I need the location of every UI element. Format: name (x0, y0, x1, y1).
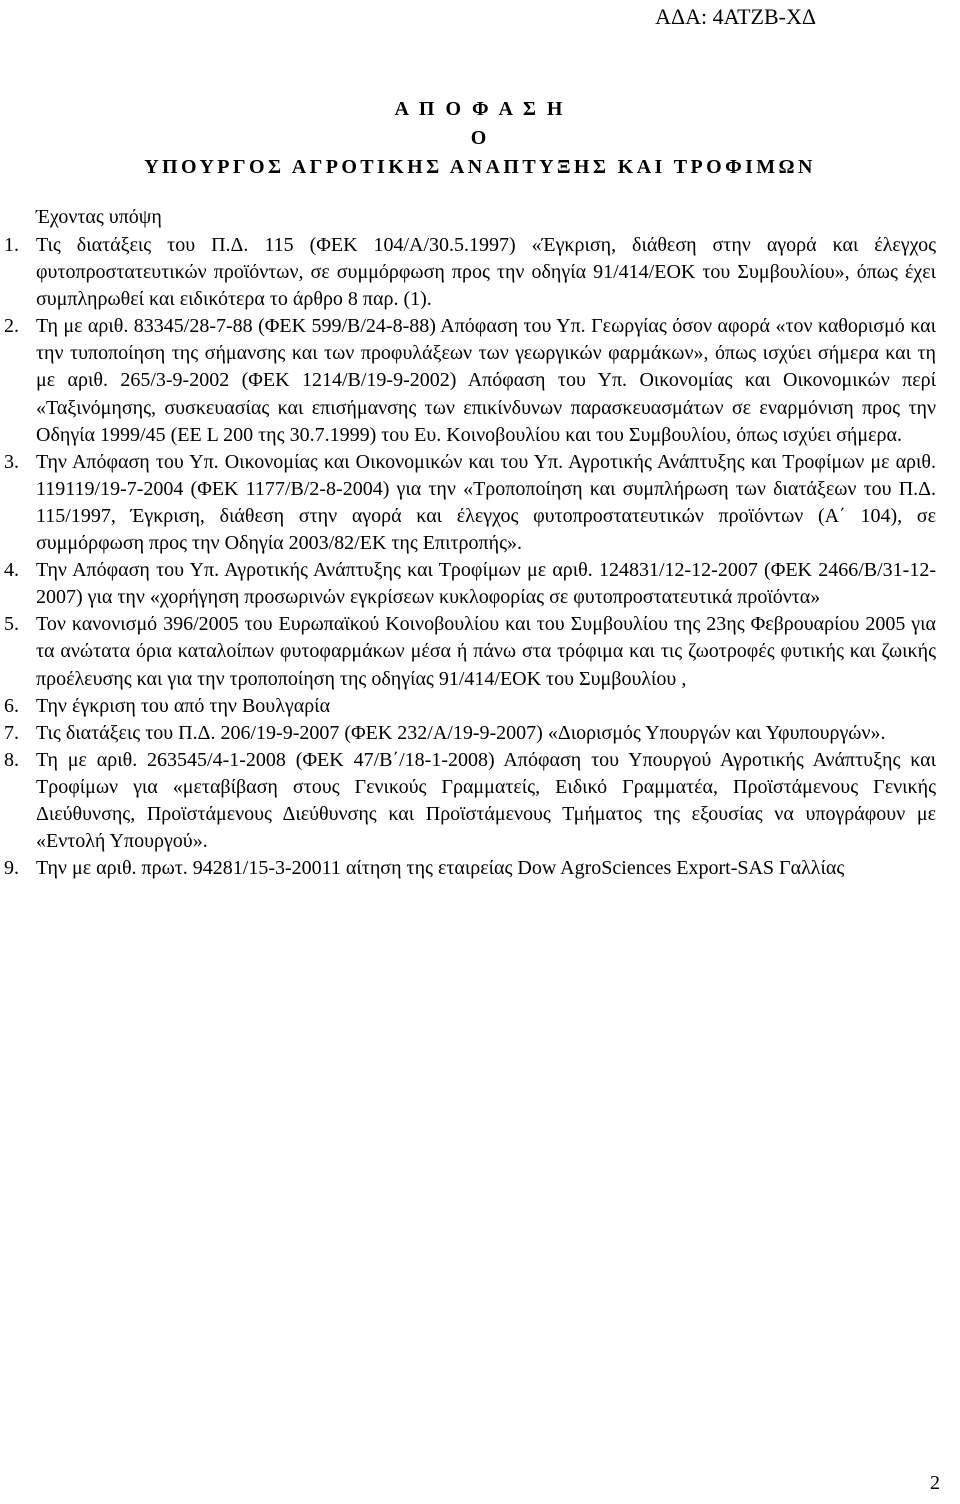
list-item-number: 4. (4, 559, 19, 582)
list-item (0, 232, 960, 313)
list-item-number: 6. (4, 694, 19, 717)
list-item-number: 9. (4, 857, 19, 880)
list-item-text: Την Απόφαση του Υπ. Οικονομίας και Οικονομικών και του Υπ. Αγροτικής Ανάπτυξης και Τροφίμων με αριθ. 119119/19-7-2004 (ΦΕΚ 1177/Β/2-8-2004) για την «Τροποποίηση και συμπλήρωση των διατάξεων του Π.Δ. 115/1997, Έγκριση, διάθεση στην αγορά και έλεγχος φυτοπροστατευτικών προϊόντων (Α΄ 104), σε συμμόρφωση προς την Οδηγία 2003/82/ΕΚ της Επιτροπής». (36, 450, 936, 555)
list-item (0, 611, 960, 692)
list-item-text: Τον κανονισμό 396/2005 του Ευρωπαϊκού Κοινοβουλίου και του Συμβουλίου της 23ης Φεβρουαρίου 2005 για τα ανώτατα όρια καταλοίπων φυτοφαρμάκων μέσα ή πάνω στα τρόφιμα και τις ζωοτροφές φυτικής και ζωικής προέλευσης και για την τροποποίηση της οδηγίας 91/414/ΕΟΚ του Συμβουλίου , (36, 613, 936, 690)
list-item (0, 313, 960, 448)
decision-heading-article: Ο (470, 127, 490, 149)
list-item-number: 7. (4, 721, 19, 744)
considering-intro: Έχοντας υπόψη (36, 206, 162, 228)
document-id-ada: ΑΔΑ: 4ΑΤΖΒ-ΧΔ (655, 4, 816, 29)
list-item (0, 855, 960, 882)
list-item (0, 449, 960, 557)
page-number: 2 (930, 1472, 940, 1494)
considerations-list (0, 232, 960, 882)
decision-heading: Α Π Ο Φ Α Σ Η (394, 98, 566, 120)
list-item (0, 747, 960, 855)
list-item-number: 5. (4, 613, 19, 636)
list-item-text: Τη με αριθ. 83345/28-7-88 (ΦΕΚ 599/Β/24-8-88) Απόφαση του Υπ. Γεωργίας όσον αφορά «τον καθορισμό και την τυποποίηση της σήμανσης και των προφυλάξεων των γεωργικών φαρμάκων», όπως ισχύει σήμερα και τη με αριθ. 265/3-9-2002 (ΦΕΚ 1214/Β/19-9-2002) Απόφαση του Υπ. Οικονομίας και Οικονομικών περί «Ταξινόμησης, συσκευασίας και επισήμανσης των επικίνδυνων παρασκευασμάτων σε εναρμόνιση προς την Οδηγία 1999/45 (ΕΕ L 200 της 30.7.1999) του Ευ. Κοινοβουλίου και του Συμβουλίου, όπως ισχύει σήμερα. (36, 315, 936, 446)
list-item-text: Την έγκριση του από την Βουλγαρία (36, 694, 331, 717)
list-item-number: 3. (4, 450, 19, 473)
list-item (0, 720, 960, 747)
list-item-number: 2. (4, 315, 19, 338)
list-item (0, 557, 960, 611)
list-item-text: Την Απόφαση του Υπ. Αγροτικής Ανάπτυξης και Τροφίμων με αριθ. 124831/12-12-2007 (ΦΕΚ 2466/Β/31-12-2007) για την «χορήγηση προσωρινών εγκρίσεων κυκλοφορίας σε φυτοπροστατευτικά προϊόντα» (36, 559, 936, 609)
list-item-text: Τις διατάξεις του Π.Δ. 115 (ΦΕΚ 104/Α/30.5.1997) «Έγκριση, διάθεση στην αγορά και έλεγχος φυτοπροστατευτικών προϊόντων, σε συμμόρφωση προς την οδηγία 91/414/ΕΟΚ του Συμβουλίου», όπως έχει συμπληρωθεί και ειδικότερα το άρθρο 8 παρ. (1). (36, 234, 936, 311)
list-item-text: Τις διατάξεις του Π.Δ. 206/19-9-2007 (ΦΕΚ 232/Α/19-9-2007) «Διορισμός Υπουργών και Υφυπουργών». (36, 721, 886, 744)
ministry-heading: ΥΠΟΥΡΓΟΣ ΑΓΡΟΤΙΚΗΣ ΑΝΑΠΤΥΞΗΣ ΚΑΙ ΤΡΟΦΙΜΩΝ (144, 156, 816, 178)
list-item-text: Τη με αριθ. 263545/4-1-2008 (ΦΕΚ 47/Β΄/18-1-2008) Απόφαση του Υπουργού Αγροτικής Ανάπτυξης και Τροφίμων για «μεταβίβαση στους Γενικούς Γραμματείς, Ειδικό Γραμματέα, Προϊστάμενους Γενικής Διεύθυνσης, Προϊστάμενους Διεύθυνσης και Προϊστάμενους Τμήματος της εξουσίας να υπογράφουν με «Εντολή Υπουργού». (36, 748, 936, 853)
list-item-number: 8. (4, 748, 19, 771)
list-item (0, 693, 960, 720)
list-item-number: 1. (4, 234, 19, 256)
list-item-text: Την με αριθ. πρωτ. 94281/15-3-20011 αίτηση της εταιρείας Dow AgroSciences Export-SAS Γαλλίας (36, 857, 845, 880)
